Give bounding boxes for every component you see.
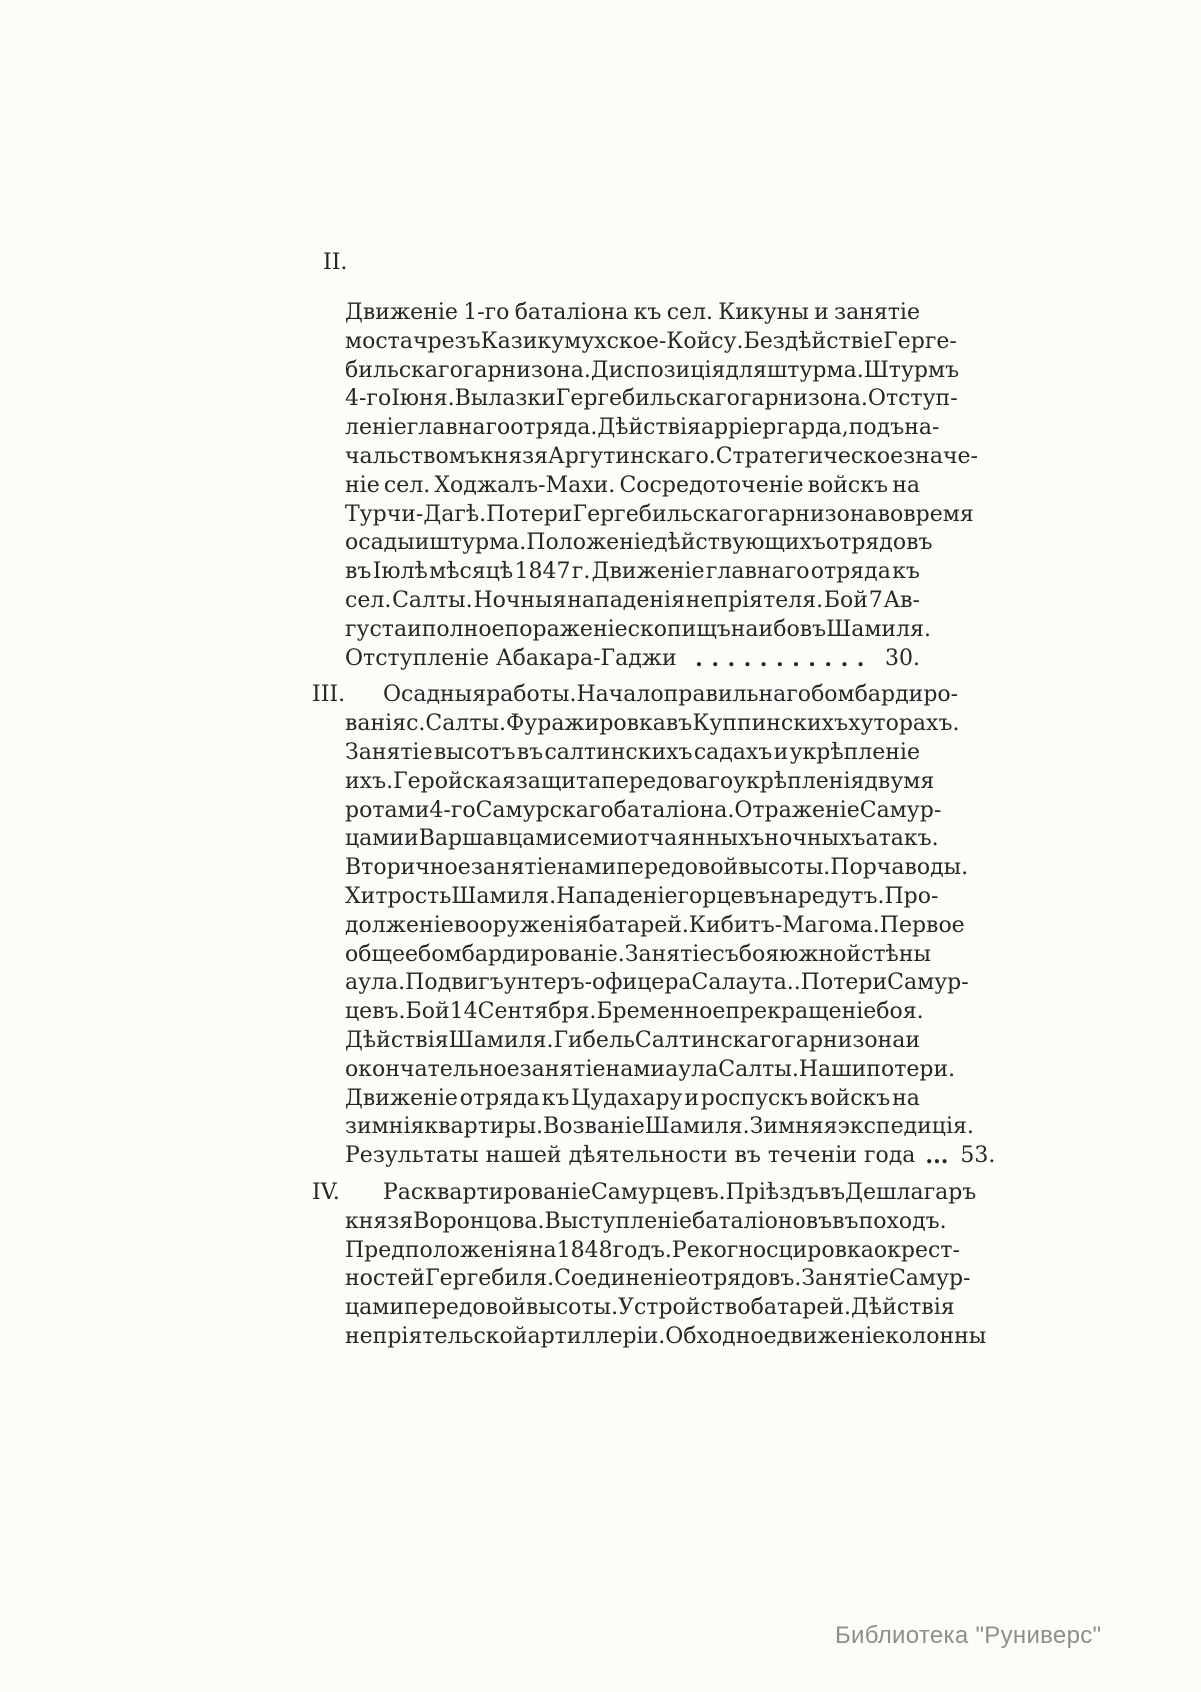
toc-word: и	[814, 300, 829, 325]
toc-line	[345, 941, 931, 970]
toc-word: князя	[479, 443, 549, 469]
toc-word: Ав-	[883, 587, 920, 613]
toc-word: редутъ.	[797, 883, 885, 909]
toc-word: Про-	[884, 883, 939, 909]
toc-word: на	[769, 883, 798, 909]
toc-word: артиллеріи.	[527, 1323, 666, 1349]
toc-word: укрѣпленіе	[789, 739, 920, 765]
leader-dot: .	[840, 645, 849, 672]
toc-word: отряда	[459, 1085, 540, 1111]
toc-line	[345, 529, 933, 558]
toc-word: правильнаго	[663, 682, 812, 708]
toc-word: роспускъ	[700, 1085, 809, 1111]
toc-word: Сентября.	[477, 999, 597, 1025]
toc-section-iii	[312, 681, 996, 1171]
toc-word: арріергарда,	[700, 415, 849, 441]
toc-word: Салтинскаго	[634, 1027, 785, 1053]
toc-line	[345, 1113, 974, 1142]
leader-dot: .	[711, 645, 719, 672]
toc-word: отчаянныхъ	[624, 826, 765, 852]
toc-word: непріятеля.	[685, 587, 824, 613]
toc-word: отрядовъ.	[687, 1266, 802, 1292]
toc-word: Отраженіе	[734, 797, 860, 823]
toc-word: Дѣйствія	[345, 1027, 449, 1053]
toc-leader-line	[345, 645, 920, 674]
toc-word: потери.	[866, 1056, 956, 1082]
toc-word: во	[877, 501, 904, 527]
toc-line	[345, 854, 969, 883]
leader-dot: .	[808, 645, 816, 672]
toc-word: походъ.	[858, 1208, 947, 1234]
toc-word: воды.	[904, 855, 969, 881]
toc-word: передовой	[616, 855, 739, 881]
toc-word: южной	[779, 941, 862, 967]
toc-leader-text: Отступленіе Абакара-Гаджи	[345, 645, 677, 671]
toc-word: Іюлѣ	[372, 559, 428, 585]
toc-word: Занятіе	[624, 941, 713, 967]
toc-word: Самур-	[887, 970, 969, 996]
toc-word: Движеніе	[345, 1085, 458, 1111]
toc-word: 7	[868, 587, 883, 613]
toc-word: Устройство	[618, 1295, 751, 1321]
toc-word: хуторахъ.	[848, 711, 960, 737]
toc-word: въ	[832, 1208, 859, 1234]
toc-word: движеніе	[776, 1323, 886, 1349]
leader-dot: .	[856, 645, 865, 672]
toc-word: Выступленіе	[544, 1208, 692, 1234]
toc-word: нами	[556, 855, 617, 881]
toc-word: годъ.	[612, 1237, 672, 1263]
toc-word: баталіоновъ	[691, 1208, 833, 1234]
toc-word: непріятельской	[345, 1323, 528, 1349]
toc-word: и	[684, 1085, 699, 1111]
toc-word: занятіе	[519, 1056, 606, 1082]
toc-section-iv	[312, 1179, 987, 1352]
toc-word: квартиры.	[424, 1114, 544, 1140]
toc-word: гарнизона	[784, 1027, 906, 1053]
toc-word: Движеніе	[591, 559, 705, 585]
toc-word: Дѣйствія	[851, 1295, 955, 1321]
toc-word: отряда.	[510, 415, 598, 441]
toc-word: высоты.	[525, 1295, 619, 1321]
toc-word: отряда	[810, 559, 891, 585]
toc-word: Гибель	[553, 1027, 635, 1053]
toc-word: полное	[421, 616, 505, 642]
toc-word: семи	[567, 826, 625, 852]
toc-line	[345, 681, 959, 710]
section-numeral: II.	[323, 250, 348, 275]
toc-word: Потери	[800, 970, 888, 996]
toc-word: Начало	[576, 682, 664, 708]
page-number: 53.	[960, 1143, 996, 1169]
toc-word: Ночныя	[473, 587, 567, 613]
toc-word: Самурцевъ.	[590, 1179, 726, 1205]
toc-word: Зимняя	[749, 1114, 838, 1140]
toc-word: мѣсяцѣ	[429, 559, 514, 585]
toc-line	[345, 797, 942, 826]
leader-dot: .	[695, 645, 703, 672]
toc-word: колонны	[885, 1323, 987, 1349]
toc-word: двумя	[864, 768, 935, 794]
toc-word: нападенія	[567, 587, 685, 613]
toc-word: сел.	[345, 587, 392, 613]
toc-word: г.	[571, 559, 591, 585]
toc-word: Потери	[486, 501, 573, 527]
toc-word: чальствомъ	[345, 443, 480, 469]
toc-word: дѣйствующихъ	[653, 530, 826, 556]
toc-line	[345, 357, 960, 386]
page-number: 30.	[885, 645, 920, 671]
toc-word: и	[404, 826, 419, 852]
toc-word: долженіе	[345, 912, 454, 938]
toc-word: горцевъ	[677, 883, 770, 909]
toc-word: въ	[345, 559, 372, 585]
toc-word: цами	[345, 826, 405, 852]
toc-line	[345, 587, 920, 616]
toc-word: баталіона.	[613, 797, 735, 823]
toc-word: аула	[665, 1056, 719, 1082]
toc-section-ii	[323, 250, 978, 673]
toc-word: Положеніе	[526, 530, 654, 556]
toc-word: къ	[892, 559, 920, 585]
toc-word: Кикуны	[718, 300, 809, 325]
toc-word: Соединеніе	[554, 1266, 688, 1292]
toc-word: Салты.	[392, 587, 473, 613]
toc-word: Дѣйствія	[597, 415, 701, 441]
leader-dot: .	[925, 1143, 934, 1170]
toc-word: бильскаго	[345, 357, 463, 383]
toc-word: сел.	[383, 472, 431, 498]
toc-word: Салты.	[718, 1056, 799, 1082]
toc-word: Предположенія	[345, 1237, 529, 1263]
toc-leader-text: Результаты нашей дѣятельности въ теченіи года	[345, 1143, 916, 1169]
toc-word: леніе	[345, 415, 407, 441]
toc-line	[345, 443, 978, 472]
toc-word: бомбардиро-	[811, 682, 959, 708]
toc-word: гарнизона.	[462, 357, 591, 383]
toc-word: Фуражировка	[506, 711, 666, 737]
toc-line	[345, 501, 974, 530]
toc-line	[345, 616, 931, 645]
toc-word: Варшавцами	[418, 826, 568, 852]
toc-word: 1847	[514, 559, 571, 585]
toc-word: Турчи-Дагѣ.	[345, 501, 487, 527]
toc-word: Кибитъ-Магома.	[688, 912, 880, 938]
toc-word: къ	[541, 1085, 570, 1111]
toc-word: стѣны	[861, 941, 931, 967]
toc-word: боя.	[876, 999, 924, 1025]
toc-word: прекращеніе	[725, 999, 877, 1025]
toc-word: Бездѣйствіе	[743, 328, 884, 354]
toc-word: ночныхъ	[764, 826, 866, 852]
toc-word: 1848	[556, 1237, 613, 1263]
leader-dot: .	[743, 645, 752, 672]
toc-word: Дешлагаръ	[845, 1179, 977, 1205]
toc-word: унтеръ-офицера	[503, 970, 692, 996]
leader-dot: .	[759, 645, 768, 672]
toc-word: работы.	[486, 682, 577, 708]
toc-word: окрест-	[873, 1237, 960, 1263]
toc-word: Диспозиція	[590, 357, 726, 383]
toc-word: Вылазки	[454, 386, 556, 412]
toc-word: Рекогносцировка	[671, 1237, 874, 1263]
section-numeral: IV.	[312, 1179, 340, 1205]
toc-line	[345, 1265, 971, 1294]
toc-word: Нападеніе	[556, 883, 678, 909]
toc-line	[345, 558, 920, 587]
toc-word: Первое	[879, 912, 965, 938]
toc-word: ротами	[345, 797, 430, 823]
toc-line	[345, 299, 920, 328]
toc-line	[345, 1323, 987, 1352]
toc-word: цами	[345, 1295, 405, 1321]
toc-word: Воронцова.	[413, 1208, 545, 1234]
toc-word: въ	[665, 711, 693, 737]
toc-line	[345, 385, 958, 414]
toc-word: нами	[605, 1056, 666, 1082]
toc-word: гарнизона.	[739, 386, 868, 412]
toc-word: отрядовъ	[825, 530, 933, 556]
toc-word: батарей.	[588, 912, 689, 938]
toc-line	[345, 1056, 956, 1085]
toc-word: передовой	[404, 1295, 526, 1321]
toc-word: пораженіе	[504, 616, 628, 642]
toc-word: и	[905, 1027, 921, 1053]
toc-word: ихъ.	[345, 768, 394, 794]
leader-dot: .	[727, 645, 736, 672]
leader-dot: .	[775, 645, 784, 672]
toc-word: Геройская	[393, 768, 516, 794]
toc-word: Салаута..	[691, 970, 801, 996]
toc-word: защита	[515, 768, 602, 794]
toc-word: князя	[345, 1208, 414, 1234]
toc-word: 4-го	[345, 386, 392, 412]
toc-word: къ	[633, 300, 662, 325]
toc-word: Занятіе	[801, 1266, 889, 1292]
toc-word: вооруженія	[453, 912, 589, 938]
toc-line	[345, 998, 924, 1027]
toc-word: Герге-	[883, 328, 957, 354]
toc-word: время	[903, 501, 974, 527]
toc-word: Цудахару	[571, 1085, 683, 1111]
toc-word: Отступ-	[867, 386, 958, 412]
toc-line	[345, 1179, 977, 1208]
toc-word: густа	[345, 616, 408, 642]
toc-word: гарнизона	[756, 501, 878, 527]
toc-word: на-	[904, 415, 940, 441]
toc-word: салтинскихъ	[544, 739, 693, 765]
toc-word: высотъ	[433, 739, 516, 765]
toc-word: Пріѣздъ	[725, 1179, 819, 1205]
toc-word: наибовъ	[730, 616, 827, 642]
toc-word: Стратегическое	[715, 443, 904, 469]
toc-word: войскъ	[807, 472, 889, 498]
toc-line	[345, 883, 939, 912]
toc-text-block	[312, 250, 996, 1352]
toc-word: занятіе	[834, 300, 920, 325]
toc-word: Шамиля.	[451, 883, 557, 909]
toc-word: Гергебиля.	[425, 1266, 555, 1292]
section-numeral: III.	[312, 682, 346, 708]
leader-dots	[687, 645, 873, 674]
toc-word: занятіе	[470, 855, 557, 881]
toc-word: Подвигъ	[405, 970, 504, 996]
leader-dot: .	[940, 1143, 949, 1170]
leader-dot: .	[824, 645, 833, 672]
toc-word: Возваніе	[543, 1114, 645, 1140]
toc-word: ностей	[345, 1266, 426, 1292]
toc-word: ніе	[345, 472, 380, 498]
toc-word: Шамиля.	[644, 1114, 750, 1140]
toc-word: Бой	[823, 587, 868, 613]
toc-word: бомбардированіе.	[417, 941, 625, 967]
toc-word: и	[414, 530, 430, 556]
toc-word: чрезъ	[412, 328, 481, 354]
toc-word: Бременное	[596, 999, 726, 1025]
library-watermark: Библиотека "Руниверс"	[835, 1622, 1102, 1649]
toc-word: батарей.	[750, 1295, 851, 1321]
toc-word: главнаго	[406, 415, 511, 441]
toc-word: Іюня.	[391, 386, 455, 412]
toc-word: 14	[449, 999, 478, 1025]
toc-word: Гергебильскаго	[555, 386, 740, 412]
toc-word: для	[725, 357, 767, 383]
toc-line	[345, 1208, 947, 1237]
toc-line	[345, 1085, 920, 1114]
toc-word: с.	[406, 711, 426, 737]
toc-word: Самурскаго	[475, 797, 614, 823]
toc-word: 1-го	[463, 300, 510, 325]
toc-word: садахъ	[693, 739, 773, 765]
toc-word: Занятіе	[345, 739, 433, 765]
toc-word: Осадныя	[383, 682, 487, 708]
toc-word: съ	[712, 941, 739, 967]
toc-word: Куппинскихъ	[692, 711, 849, 737]
toc-word: на	[892, 472, 920, 498]
toc-line	[345, 739, 920, 768]
toc-word: Шамиля.	[448, 1027, 554, 1053]
toc-word: Вторичное	[345, 855, 471, 881]
toc-word: ванія	[345, 711, 407, 737]
toc-word: значе-	[903, 443, 978, 469]
toc-word: Обходное	[665, 1323, 777, 1349]
toc-word: Бой	[405, 999, 450, 1025]
toc-word: окончательное	[345, 1056, 520, 1082]
toc-word: осады	[345, 530, 415, 556]
toc-word: на	[528, 1237, 557, 1263]
toc-word: экспедиція.	[837, 1114, 974, 1140]
toc-word: баталіона	[514, 300, 629, 325]
toc-word: и	[773, 739, 789, 765]
leader-dots	[925, 1142, 948, 1171]
toc-word: зимнія	[345, 1114, 425, 1140]
toc-word: Шамиля.	[826, 616, 931, 642]
toc-word: подъ	[848, 415, 905, 441]
leader-dot: .	[792, 645, 800, 672]
toc-word: боя	[738, 941, 780, 967]
toc-word: Движеніе	[345, 300, 458, 325]
toc-word: аула.	[345, 970, 406, 996]
toc-word: передоваго	[601, 768, 734, 794]
toc-word: штурма.	[429, 530, 527, 556]
toc-word: Самур-	[859, 797, 942, 823]
toc-line	[345, 969, 969, 998]
toc-line	[345, 825, 939, 854]
toc-word: цевъ.	[345, 999, 406, 1025]
toc-word: войскъ	[809, 1085, 891, 1111]
toc-word: штурма.	[766, 357, 864, 383]
toc-word: общее	[345, 941, 418, 967]
toc-line	[345, 1237, 960, 1266]
toc-word: укрѣпленія	[733, 768, 865, 794]
toc-word: высоты.	[738, 855, 831, 881]
toc-word: Салты.	[425, 711, 507, 737]
toc-word: 4-го	[429, 797, 476, 823]
toc-line	[345, 472, 920, 501]
toc-word: Гергебильскаго	[572, 501, 757, 527]
toc-word: Аргутинскаго.	[548, 443, 716, 469]
toc-line	[345, 1027, 920, 1056]
toc-word: Самур-	[888, 1266, 971, 1292]
toc-word: Штурмъ	[863, 357, 960, 383]
toc-word: главнаго	[705, 559, 810, 585]
leader-dot: .	[933, 1143, 941, 1170]
toc-word: въ	[818, 1179, 846, 1205]
toc-line	[345, 710, 960, 739]
toc-line	[345, 912, 965, 941]
toc-word: скопищъ	[627, 616, 731, 642]
toc-word: Порча	[830, 855, 905, 881]
toc-line	[345, 328, 957, 357]
toc-word: Сосредоточеніе	[619, 472, 804, 498]
toc-word: моста	[345, 328, 413, 354]
toc-word: Наши	[798, 1056, 867, 1082]
toc-word: сел.	[666, 300, 713, 325]
toc-line	[345, 414, 940, 443]
toc-word: Хитрость	[345, 883, 452, 909]
toc-line	[345, 768, 935, 797]
toc-word: и	[407, 616, 422, 642]
toc-word: атакъ.	[865, 826, 939, 852]
toc-word: на	[892, 1085, 920, 1111]
toc-line	[345, 1294, 955, 1323]
toc-leader-line	[345, 1142, 996, 1171]
toc-word: Ходжалъ-Махи.	[434, 472, 616, 498]
toc-word: въ	[516, 739, 544, 765]
toc-word: Казикумухское-Койсу.	[480, 328, 744, 354]
toc-word: Расквартированіе	[383, 1179, 591, 1205]
